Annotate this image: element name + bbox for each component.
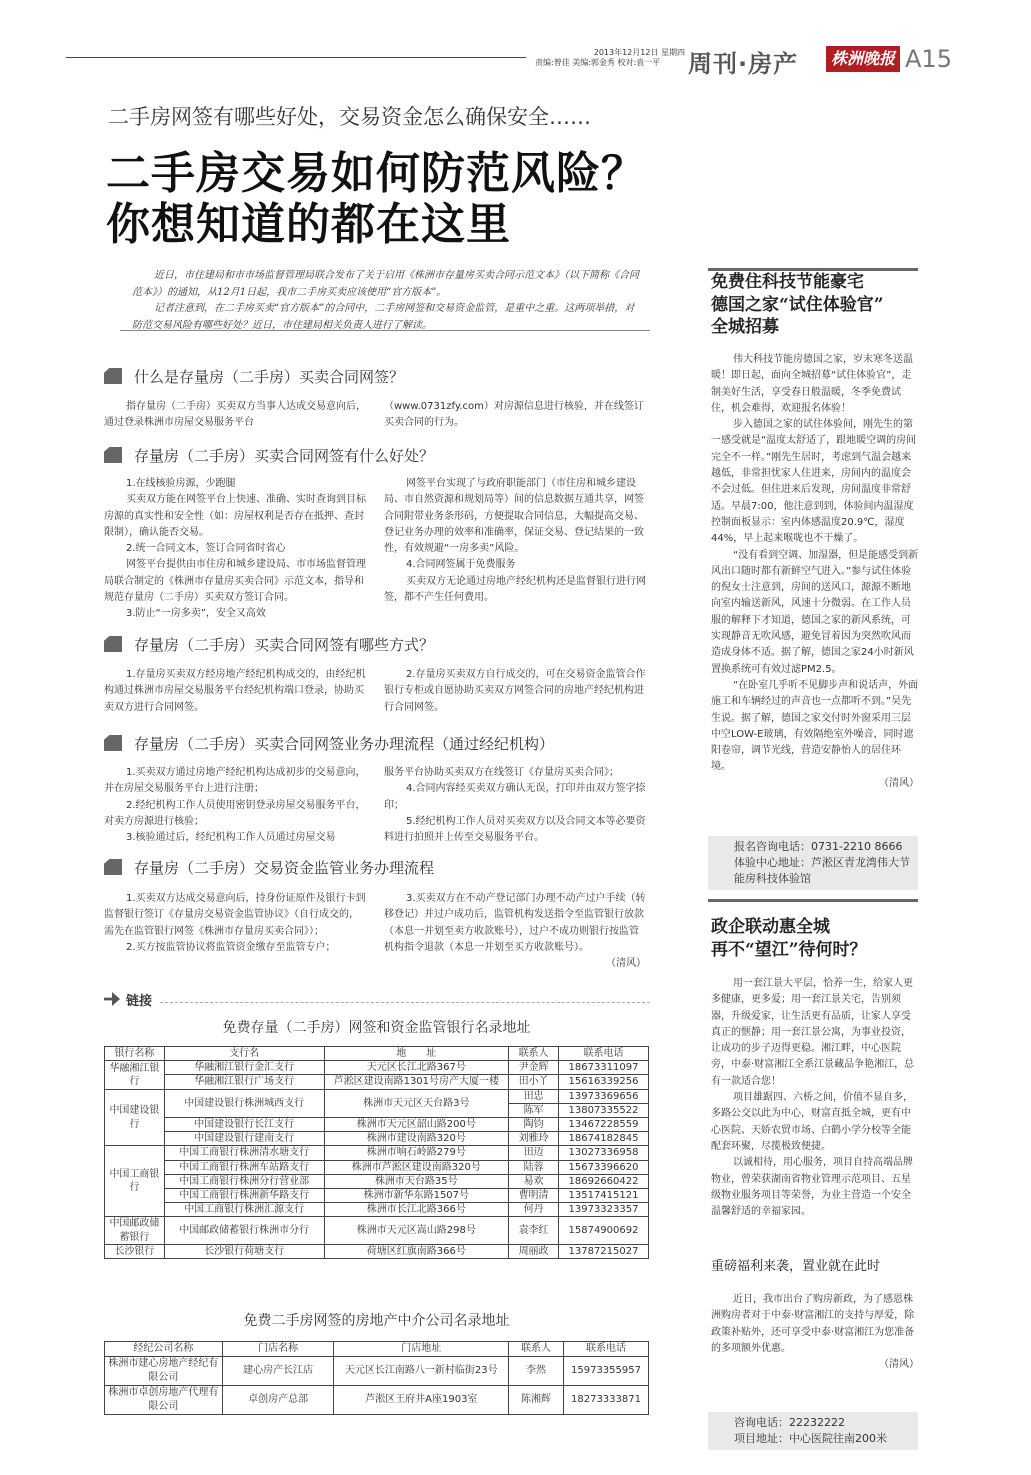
divider (160, 1002, 650, 1003)
table-header-cell: 联系电话 (559, 1047, 649, 1061)
table-header-cell: 门店名称 (222, 1342, 334, 1357)
paragraph: 买卖双方无论通过房地产经纪机构还是监督银行进行网签，都不产生任何费用。 (384, 575, 646, 604)
paragraph: 买卖双方能在网签平台上快速、准确、实时查询到目标房源的真实性和安全性（如：房屋权利是否存在抵押、查封限制），确认能否交易。 (104, 494, 366, 538)
bank-name-cell: 中国邮政储蓄银行 (105, 1217, 165, 1244)
paragraph: 步入德国之家的试住体验间，刚先生的第一感受就是“温度太舒适了，跟地暖空调的房间完全不一样。”刚先生居时，考虑到气温会越来越低，非常担忧家人住进来，房间内的温度会不会过低。但住进来后发现，房间温度非常舒适。早晨7:00，他注意到到，体验间内温湿度控制面板显示：室内体感温度20.9℃，湿度44%，早上起来喉咙也不干燥了。 (711, 419, 917, 545)
paragraph: 服务平台协助买卖双方在线签订《存量房买卖合同》； (384, 767, 619, 778)
table-cell: 长沙银行荷塘支行 (164, 1244, 324, 1258)
sidebar-ad2-body2 (711, 1292, 919, 1373)
table-row (105, 1132, 649, 1146)
paragraph: “在卧室几乎听不见脚步声和说话声，外面施工和车辆经过的声音也一点都听不到。”吴先生说。据了解，德国之家交付时外窗采用三层中空LOW-E玻璃，有效隔绝室外噪音，同时遮阳卷帘，调节光线，营造安静怡人的居住环境。 (711, 679, 919, 773)
table-header-cell: 支行名 (164, 1047, 324, 1061)
table-cell: 中国工商银行株洲新华路支行 (164, 1189, 324, 1203)
table-cell: 田小丫 (509, 1075, 559, 1089)
table-cell: 15673396620 (559, 1160, 649, 1174)
table-cell: 中国建设银行长江支行 (164, 1118, 324, 1132)
paragraph: 伟大科技节能房德国之家，岁末寒冬送温暖！即日起，面向全城招募“试住体验官”，走制美好生活，享受春日般温暖，冬季免费试住，机会难得，欢迎报名体验！ (711, 354, 913, 414)
table-header-cell: 联系人 (509, 1342, 564, 1357)
section-bullet-icon (104, 735, 122, 751)
table-row (105, 1189, 649, 1203)
paragraph: 1.存量房买卖双方经房地产经纪机构成交的，由经纪机构通过株洲市房屋交易服务平台经纪机构端口登录，协助买卖双方进行合同网签。 (104, 669, 366, 713)
agency-table-title: 免费二手房网签的房地产中介公司名录地址 (243, 1313, 510, 1329)
masthead-meta (535, 48, 685, 68)
table-cell: 芦淞区王府井A座1903室 (334, 1386, 509, 1415)
table-cell: 13787215027 (559, 1244, 649, 1258)
paragraph: 网签平台实现了与政府职能部门（市住房和城乡建设局、市自然资源和规划局等）间的信息数据互通共享，网签合同附带业务条形码，方便提取合同信息，大幅提高交易、登记业务办理的效率和准确率，保证交易、登记结果的一致性，有效规避“一房多卖”风险。 (384, 478, 644, 555)
bank-table (104, 1046, 649, 1259)
table-cell: 陈湘辉 (509, 1386, 564, 1415)
table-cell: 13973323357 (559, 1203, 649, 1217)
paragraph: 5.经纪机构工作人员对买卖双方以及合同文本等必要资料进行拍照并上传至交易服务平台。 (384, 815, 646, 844)
table-header-cell: 经纪公司名称 (105, 1342, 223, 1357)
table-cell: 华融湘江银行广场支行 (164, 1075, 324, 1089)
section-bullet-icon (104, 636, 122, 652)
table-row (105, 1118, 649, 1132)
sidebar-ad2-title: 政企联动惠全城 再不“望江”待何时？ (711, 917, 867, 960)
table-row (105, 1174, 649, 1188)
section-bullet-icon (104, 859, 122, 875)
table-row (105, 1244, 649, 1258)
table-cell: 易欢 (509, 1174, 559, 1188)
table-header-row (105, 1047, 649, 1061)
table-row (105, 1357, 649, 1386)
sidebar-ad1-contact: 报名咨询电话：0731-2210 8666 体验中心地址：芦淞区青龙湾伟大节能房科技体验馆 (708, 836, 918, 890)
table-cell: 天元区长江南路八一新村临街23号 (334, 1357, 509, 1386)
table-cell: 13467228559 (559, 1118, 649, 1132)
table-row (105, 1061, 649, 1075)
table-cell: 中国工商银行株洲汇源支行 (164, 1203, 324, 1217)
byline: （清风） (879, 1359, 919, 1371)
table-cell: 13973369656 (559, 1089, 649, 1103)
paragraph: 用一套江景大平层，恰养一生，给家人更多健康，更多爱；用一套江景关宅，告别须器，升级爱家，让生活更有品质，让家人享受真正的惬静；用一套江景公寓，为事业投资，让成功的步子迈得更稳。湘江畔，中心医院旁，中泰·财富湘江全系江景藏品争艳湘江，总有一款适合您！ (711, 978, 915, 1087)
table-cell: 株洲市天元区天台路3号 (324, 1089, 509, 1117)
table-cell: 何丹 (509, 1203, 559, 1217)
table-cell: 15616339256 (559, 1075, 649, 1089)
page-number: A15 (905, 45, 952, 73)
table-cell: 13517415121 (559, 1189, 649, 1203)
bank-name-cell: 华融湘江银行 (105, 1061, 165, 1089)
table-cell: 13807335522 (559, 1103, 649, 1117)
table-header-cell: 银行名称 (105, 1047, 165, 1061)
paragraph: 4.合同内容经买卖双方确认无误，打印并由双方签字捺印； (384, 783, 646, 811)
table-header-cell: 地 址 (324, 1047, 509, 1061)
table-cell: 中国工商银行株洲分行营业部 (164, 1174, 324, 1188)
table-cell: 中国建设银行建南支行 (164, 1132, 324, 1146)
lead-paragraphs (132, 268, 642, 334)
table-cell: 陆蓉 (509, 1160, 559, 1174)
table-cell: 15973355957 (564, 1357, 649, 1386)
table-cell: 株洲市建设南路320号 (324, 1132, 509, 1146)
table-row (105, 1203, 649, 1217)
paragraph: 1.买卖双方达成交易意向后，持身份证原件及银行卡到监督银行签订《存量房交易资金监管协议》（自行成交的，需先在监管银行网签《株洲市存量房买卖合同》）； (104, 893, 366, 937)
table-cell: 周丽政 (509, 1244, 559, 1258)
paragraph: （www.0731zfy.com）对房源信息进行核验，并在线签订买卖合同的行为。 (384, 401, 644, 429)
agency-table (104, 1341, 649, 1415)
paragraph: 2.经纪机构工作人员使用密钥登录房屋交易服务平台，对卖方房源进行核验； (104, 799, 366, 827)
table-cell: 曹明清 (509, 1189, 559, 1203)
table-row (105, 1075, 649, 1089)
bank-name-cell: 长沙银行 (105, 1244, 165, 1258)
table-cell: 株洲市天元区韶山路200号 (324, 1118, 509, 1132)
table-cell: 田忠 (509, 1089, 559, 1103)
table-cell: 株洲市响石岭路279号 (324, 1146, 509, 1160)
kicker: 二手房网签有哪些好处，交易资金怎么确保安全…… (108, 105, 591, 129)
paragraph: 以诚相待，用心服务，项目自持高端品牌物业，曾荣获湖南省物业管理示范项目、五星级物业服务项目等荣誉，为业主营造一个安全温馨舒适的幸福家园。 (711, 1157, 913, 1218)
headline-line-2: 你想知道的都在这里 (106, 199, 511, 250)
section-bullet-icon (104, 368, 122, 384)
table-header-cell: 联系人 (509, 1047, 559, 1061)
table-cell: 株洲市建心房地产经纪有限公司 (105, 1357, 223, 1386)
section-heading: 存量房（二手房）买卖合同网签有哪些方式？ (104, 634, 649, 654)
sidebar-ad2-contact: 咨询电话：22232222 项目地址：中心医院往南200米 (708, 1412, 918, 1450)
table-cell: 株洲市卓创房地产代理有限公司 (105, 1386, 223, 1415)
section-heading: 存量房（二手房）交易资金监管业务办理流程 (104, 857, 649, 877)
table-cell: 陈军 (509, 1103, 559, 1117)
table-header-row (105, 1342, 649, 1357)
table-cell: 袁李红 (509, 1217, 559, 1244)
table-cell: 中国邮政储蓄银行株洲市分行 (164, 1217, 324, 1244)
table-cell: 卓创房产总部 (222, 1386, 334, 1415)
table-cell: 荷塘区红旗南路366号 (324, 1244, 509, 1258)
link-tag: 链接 (104, 990, 156, 1010)
paragraph: 2.存量房买卖双方自行成交的，可在交易资金监管合作银行专柜或自愿协助买卖双方网签合同的房地产经纪机构进行合同网签。 (384, 669, 646, 713)
editor-credits: 责编:曾佳 美编:郭金秀 校对:袁一平 (535, 58, 661, 67)
table-row (105, 1217, 649, 1244)
table-cell: 天元区长江北路367号 (324, 1061, 509, 1075)
table-cell: 18273333871 (564, 1386, 649, 1415)
table-cell: 株洲市天元区嵩山路298号 (324, 1217, 509, 1244)
sidebar-ad1-body (711, 352, 919, 792)
table-cell: 华融湘江银行金汇支行 (164, 1061, 324, 1075)
section-heading: 存量房（二手房）买卖合同网签业务办理流程（通过经纪机构） (104, 733, 649, 753)
table-cell: 芦淞区建设南路1301号房产大厦一楼 (324, 1075, 509, 1089)
paragraph: 近日，我市出台了购房新政，为了感恩株洲购房者对于中泰·财富湘江的支持与厚爱，除政策补贴外，还可享受中泰·财富湘江为您准备的多项额外优惠。 (711, 1294, 915, 1354)
table-cell: 18674182845 (559, 1132, 649, 1146)
bank-name-cell: 中国工商银行 (105, 1146, 165, 1217)
table-cell: 建心房产长江店 (222, 1357, 334, 1386)
table-cell: 株洲市天台路35号 (324, 1174, 509, 1188)
table-cell: 18692660422 (559, 1174, 649, 1188)
headline-line-1: 二手房交易如何防范风险？ (106, 148, 646, 199)
paragraph: 2.统一合同文本，签订合同省时省心 (126, 543, 286, 555)
table-cell: 13027336958 (559, 1146, 649, 1160)
table-cell: 中国工商银行株洲车站路支行 (164, 1160, 324, 1174)
table-cell: 株洲市芦淞区建设南路320号 (324, 1160, 509, 1174)
table-cell: 株洲市长江北路366号 (324, 1203, 509, 1217)
paragraph: 项目雄踞四、六桥之间，价值不显自多，多路公交以此为中心，财富直抵全城，更有中心医院、天娇农贸市场、白鹤小学分校等全能配套环聚，尽揽极致便捷。 (711, 1092, 913, 1152)
table-cell: 尹金辉 (509, 1061, 559, 1075)
table-cell: 李然 (509, 1357, 564, 1386)
paper-logo: 株洲晚报 (826, 46, 900, 72)
table-cell: 15874900692 (559, 1217, 649, 1244)
lead-paragraph: 近日，市住建局和市市场监督管理局联合发布了关于启用《株洲市存量房买卖合同示范文本》（以下简称《合同范本》）的通知，从12月1日起，我市二手房买卖应该使用“官方版本”。 (132, 270, 639, 298)
table-cell: 中国建设银行株洲城西支行 (164, 1089, 324, 1117)
table-row (105, 1386, 649, 1415)
table-cell: 田迈 (509, 1146, 559, 1160)
paragraph: 1.买卖双方通过房地产经纪机构达成初步的交易意向，并在房屋交易服务平台上进行注册； (104, 767, 366, 795)
section-title: 周刊·房产 (688, 50, 799, 78)
table-cell: 18673311097 (559, 1061, 649, 1075)
section-heading: 什么是存量房（二手房）买卖合同网签？ (104, 366, 649, 386)
section-heading: 存量房（二手房）买卖合同网签有什么好处？ (104, 445, 649, 465)
table-cell: 中国工商银行株洲清水塘支行 (164, 1146, 324, 1160)
sidebar-ad2-subheading: 重磅福利来袭，置业就在此时 (711, 1259, 881, 1274)
paragraph: 网签平台提供由市住房和城乡建设局、市市场监督管理局联合制定的《株洲市存量房买卖合同》示范文本，指导和规范存量房（二手房）买卖双方签订合同。 (104, 559, 366, 604)
table-cell: 陶钧 (509, 1118, 559, 1132)
byline: （清风） (606, 958, 646, 970)
table-row (105, 1089, 649, 1103)
section-bullet-icon (104, 447, 122, 463)
paragraph: 4.合同网签属于免费服务 (406, 559, 516, 571)
bank-table-title: 免费存量（二手房）网签和资金监管银行名录地址 (222, 1020, 531, 1036)
paragraph: 指存量房（二手房）买卖双方当事人达成交易意向后，通过登录株洲市房屋交易服务平台 (104, 401, 366, 429)
paragraph: 3.买卖双方在不动产登记部门办理不动产过户手续（转移登记）并过户成功后，监管机构发送指令至监管银行放款（本息一并划至卖方收款账号），过户不成功则银行按监管机构指令退款（本息一并划至买方收款账号）。 (384, 893, 646, 953)
paragraph: 3.核验通过后，经纪机构工作人员通过房屋交易 (126, 832, 336, 844)
bank-name-cell: 中国建设银行 (105, 1089, 165, 1146)
issue-date: 2013年12月12日 星期四 (593, 48, 685, 57)
table-header-cell: 门店地址 (334, 1342, 509, 1357)
sidebar-ad1-title: 免费住科技节能豪宅 德国之家“试住体验官” 全城招募 (711, 272, 884, 337)
sidebar-ad2-body (711, 976, 919, 1220)
table-header-cell: 联系电话 (564, 1342, 649, 1357)
table-row (105, 1160, 649, 1174)
byline: （清风） (879, 777, 919, 789)
lead-paragraph: 记者注意到，在二手房买卖“官方版本”的合同中，二手房网签和交易资金监管，是重中之重。这两项举措，对防范交易风险有哪些好处？近日，市住建局相关负责人进行了解读。 (132, 303, 635, 331)
paragraph: 2.买方按监管协议将监管资金缴存至监管专户； (126, 941, 336, 953)
masthead-rule (66, 57, 526, 58)
sidebar-rule (708, 899, 918, 902)
paragraph: 3.防止“一房多卖”，安全又高效 (126, 608, 266, 620)
paragraph: “没有看到空调、加湿器，但是能感受到新风出口随时都有新鲜空气进入。”参与试住体验的倪女士注意到，房间的送风口，源源不断地向室内输送新风，风速十分微弱。在工作人员服的解释下才知道，德国之家的新风系统，可实现静音无吹风感，避免冒着因为突然吹风而造成身体不适。据了解，德国之家24小时新风置换系统可有效过滤PM2.5。 (711, 549, 919, 675)
table-cell: 株洲市新华东路1507号 (324, 1189, 509, 1203)
table-row (105, 1146, 649, 1160)
table-cell: 刘雅玲 (509, 1132, 559, 1146)
arrow-icon (104, 992, 120, 1006)
paragraph: 1.在线核验房源，少跑腿 (126, 478, 236, 489)
